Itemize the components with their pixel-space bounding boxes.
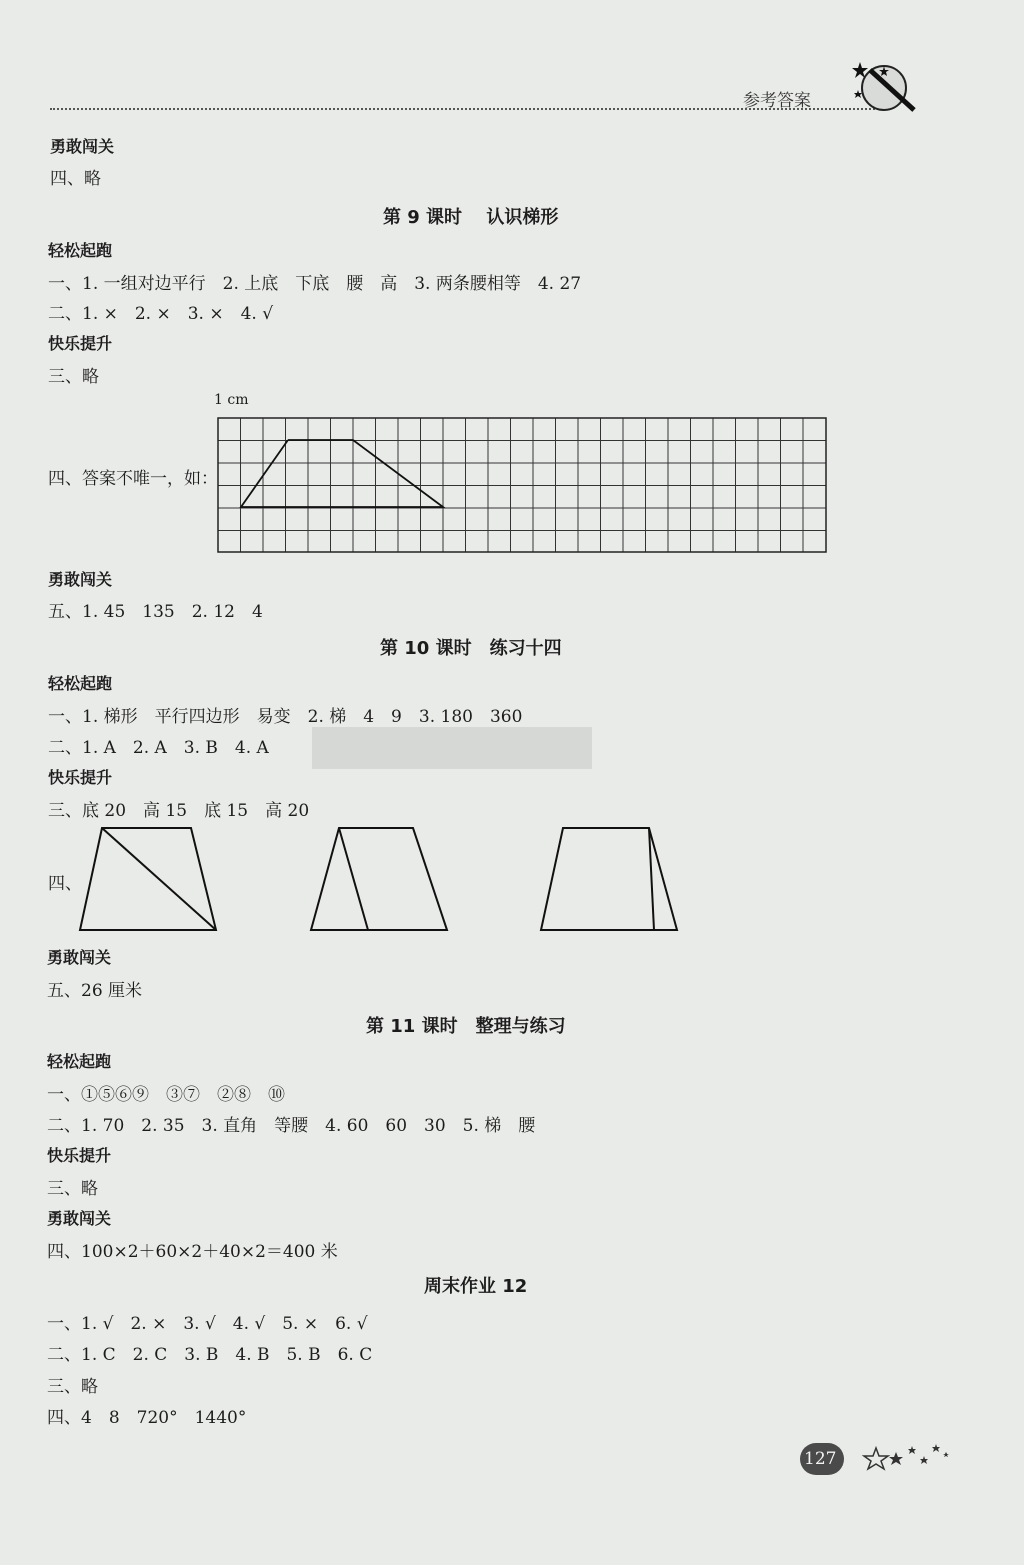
answer-line: 四、略 (50, 169, 101, 189)
answer-line: 二、1. C 2. C 3. B 4. B 5. B 6. C (47, 1345, 373, 1365)
lesson-title: 第 11 课时 整理与练习 (366, 1016, 566, 1037)
scale-label: 1 cm (214, 392, 249, 408)
weekend-title: 周末作业 12 (424, 1276, 528, 1297)
answer-line: 三、略 (47, 1179, 98, 1199)
answer-line: 一、1. 一组对边平行 2. 上底 下底 腰 高 3. 两条腰相等 4. 27 (48, 274, 582, 294)
answer-line: 二、1. A 2. A 3. B 4. A (48, 738, 269, 758)
trapezoid-diagram-2 (309, 826, 451, 932)
answer-line: 四、 (48, 874, 82, 894)
answer-line: 三、底 20 高 15 底 15 高 20 (48, 801, 310, 821)
answer-line: 一、1. 梯形 平行四边形 易变 2. 梯 4 9 3. 180 360 (48, 707, 523, 727)
answer-line: 二、1. × 2. × 3. × 4. √ (48, 304, 274, 324)
stars-decoration-icon (846, 1438, 956, 1478)
star-wand-icon (848, 56, 928, 116)
answer-line: 四、100×2＋60×2＋40×2＝400 米 (47, 1242, 338, 1262)
answer-line: 二、1. 70 2. 35 3. 直角 等腰 4. 60 60 30 5. 梯 腰 (47, 1116, 536, 1136)
answer-line: 四、答案不唯一，如： (48, 469, 218, 489)
section-label-happy: 快乐提升 (48, 334, 113, 353)
answer-line: 四、4 8 720° 1440° (47, 1408, 247, 1428)
section-label-easy: 轻松起跑 (47, 1052, 112, 1071)
lesson-title: 第 9 课时 认识梯形 (383, 207, 559, 228)
section-label-happy: 快乐提升 (47, 1146, 112, 1165)
trapezoid-diagram-1 (78, 826, 220, 932)
answer-line: 一、1. √ 2. × 3. √ 4. √ 5. × 6. √ (47, 1314, 368, 1334)
section-label-brave: 勇敢闯关 (50, 137, 115, 156)
section-label-easy: 轻松起跑 (48, 674, 113, 693)
section-label-happy: 快乐提升 (48, 768, 113, 787)
page-number: 127 (804, 1449, 837, 1469)
section-label-brave: 勇敢闯关 (47, 1209, 112, 1228)
trapezoid-shape (241, 440, 443, 507)
answer-line: 一、①⑤⑥⑨ ③⑦ ②⑧ ⑩ (47, 1085, 285, 1105)
header-label: 参考答案 (743, 91, 811, 111)
answer-line: 五、1. 45 135 2. 12 4 (48, 602, 263, 622)
section-label-brave: 勇敢闯关 (48, 570, 113, 589)
answer-line: 三、略 (47, 1377, 98, 1397)
lesson-title: 第 10 课时 练习十四 (380, 638, 562, 659)
answer-line: 五、26 厘米 (47, 981, 143, 1001)
section-label-easy: 轻松起跑 (48, 241, 113, 260)
blank-gray-block (312, 727, 592, 769)
answer-line: 三、略 (48, 367, 99, 387)
section-label-brave: 勇敢闯关 (47, 948, 112, 967)
trapezoid-diagram-3 (539, 826, 681, 932)
grid-trapezoid-figure (218, 418, 828, 554)
